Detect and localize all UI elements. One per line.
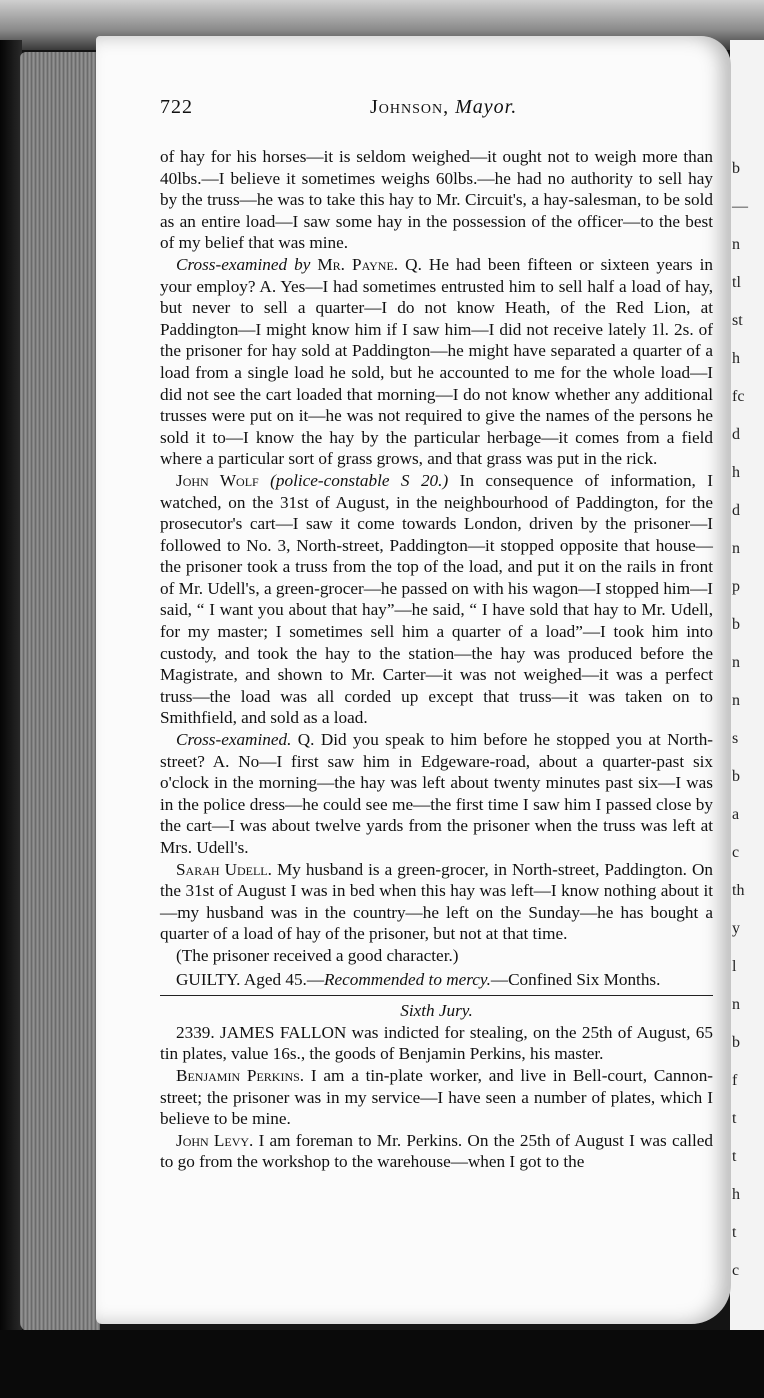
- verdict-line: GUILTY. Aged 45.—Recommended to mercy.—Confined Six Months.: [176, 969, 661, 989]
- facing-page-fragment: s: [732, 730, 739, 747]
- facing-page-fragment: h: [732, 464, 740, 481]
- paragraph-testimony-udell: Sarah Udell. My husband is a green-grocer, in North-street, Paddington. On the 31st of August I was in bed when this hay was left—I know nothing about it—my husband was in the country—he left on the Sunday—he has bought a quarter of a load of hay of the prisoner, but not at that time.: [160, 859, 713, 944]
- facing-page-fragment: p: [732, 578, 740, 595]
- paragraph-continuation: of hay for his horses—it is seldom weighed—it ought not to weigh more than 40lbs.—I believe it sometimes weighs 60lbs.—he had no authority to sell hay by the truss—he was to take this hay to Mr. Circuit's, a hay-salesman, to be sold as an entire load—I saw some hay in the possession of the officer—to the best of my belief that was mine.: [160, 147, 713, 253]
- facing-page-fragment: fc: [732, 388, 745, 405]
- facing-page-fragment: b: [732, 160, 740, 177]
- page-stack-edge: [20, 52, 100, 1332]
- facing-page-fragment: th: [732, 882, 745, 899]
- page-body: [160, 146, 713, 1173]
- facing-page-fragment: h: [732, 1186, 740, 1203]
- page-number: 722: [160, 96, 193, 118]
- facing-page-edge: [730, 40, 764, 1330]
- book-bottom-shadow: [0, 1330, 764, 1398]
- paragraph-testimony-perkins: Benjamin Perkins. I am a tin-plate worker, and live in Bell-court, Cannon-street; the prisoner was in my service—I have seen a number of plates, which I believe to be mine.: [160, 1065, 714, 1129]
- book-spine-shadow: [0, 40, 22, 1340]
- facing-page-fragment: —: [732, 198, 748, 215]
- running-head-title: Mayor.: [455, 96, 518, 118]
- facing-page-fragment: y: [732, 920, 740, 937]
- character-note: (The prisoner received a good character.): [176, 945, 459, 965]
- section-divider: [160, 995, 713, 996]
- facing-page-fragment: n: [732, 692, 740, 709]
- facing-page-fragment: h: [732, 350, 740, 367]
- facing-page-fragment: b: [732, 768, 740, 785]
- facing-page-fragment: n: [732, 996, 740, 1013]
- page-header: [160, 96, 720, 126]
- facing-page-fragment: a: [732, 806, 740, 823]
- facing-page-fragment: l: [732, 958, 737, 975]
- facing-page-fragment: f: [732, 1072, 738, 1089]
- facing-page-fragment: b: [732, 1034, 740, 1051]
- facing-page-fragment: n: [732, 540, 740, 557]
- facing-page-fragment: d: [732, 426, 740, 443]
- paragraph-cross-examination-payne: Cross-examined by Mr. Payne. Q. He had been fifteen or sixteen years in your employ? A. Yes—I had sometimes entrusted him to sell half a load of hay, but never to sell a quarter—I do not know Heath, of the Red Lion, at Paddington—I might know him if I saw him—I did not receive lately 1l. 2s. of the prisoner for hay sold at Paddington—he might have separated a quarter of a load from a single load he sold, but he accounted to me for the whole load—I did not see the cart loaded that morning—I do not know whether any additional trusses were put on it—he was not required to give the names of the persons he sold it to—I know the hay by the particular herbage—it comes from a field where a particular sort of grass grows, and that grass was put in the rick.: [160, 254, 714, 469]
- facing-page-fragment: c: [732, 844, 740, 861]
- facing-page-fragment: b: [732, 616, 740, 633]
- facing-page-fragment: n: [732, 654, 740, 671]
- facing-page-fragment: c: [732, 1262, 740, 1279]
- facing-page-fragment: t: [732, 1224, 737, 1241]
- case-2339-indictment: 2339. JAMES FALLON was indicted for stealing, on the 25th of August, 65 tin plates, value 16s., the goods of Benjamin Perkins, his master.: [160, 1022, 713, 1064]
- running-head: Johnson, Mayor.: [370, 96, 518, 118]
- facing-page-fragment: d: [732, 502, 740, 519]
- facing-page-fragment: n: [732, 236, 740, 253]
- jury-heading: Sixth Jury.: [400, 1001, 473, 1021]
- paragraph-testimony-wolf: John Wolf (police-constable S 20.) In consequence of information, I watched, on the 31st of August, in the neighbourhood of Paddington, for the prosecutor's cart—I saw it come towards London, driven by the prisoner—I followed to No. 3, North-street, Paddington—it stopped opposite that house—the prisoner took a truss from the top of the load, and put it on the rails in front of Mr. Udell's, a green-grocer—he passed on with his wagon—I stopped him—I said, “ I want you about that hay”—he said, “ I have sold that hay to Mr. Udell, for my master; I sometimes sell him a quarter of a load”—I took him into custody, and took the hay to the station—the hay was produced before the Magistrate, and shown to Mr. Carter—it was not weighed—it was a perfect truss—the load was all corded up except that truss—it was taken on to Smithfield, and sold as a load.: [160, 470, 714, 728]
- facing-page-fragment: t: [732, 1110, 737, 1127]
- facing-page-fragment: st: [732, 312, 743, 329]
- paragraph-testimony-levy: John Levy. I am foreman to Mr. Perkins. On the 25th of August I was called to go from the workshop to the warehouse—when I got to the: [160, 1130, 713, 1172]
- facing-page-fragment: t: [732, 1148, 737, 1165]
- facing-page-fragment: tl: [732, 274, 741, 291]
- paragraph-cross-examined: Cross-examined. Q. Did you speak to him before he stopped you at North-street? A. No—I first saw him in Edgeware-road, about a quarter-past six o'clock in the morning—the hay was left about twenty minutes past six—I was in the police dress—he could see me—the first time I saw him I passed close by the cart—I was about twelve yards from the prisoner when the truss was left at Mrs. Udell's.: [160, 730, 714, 857]
